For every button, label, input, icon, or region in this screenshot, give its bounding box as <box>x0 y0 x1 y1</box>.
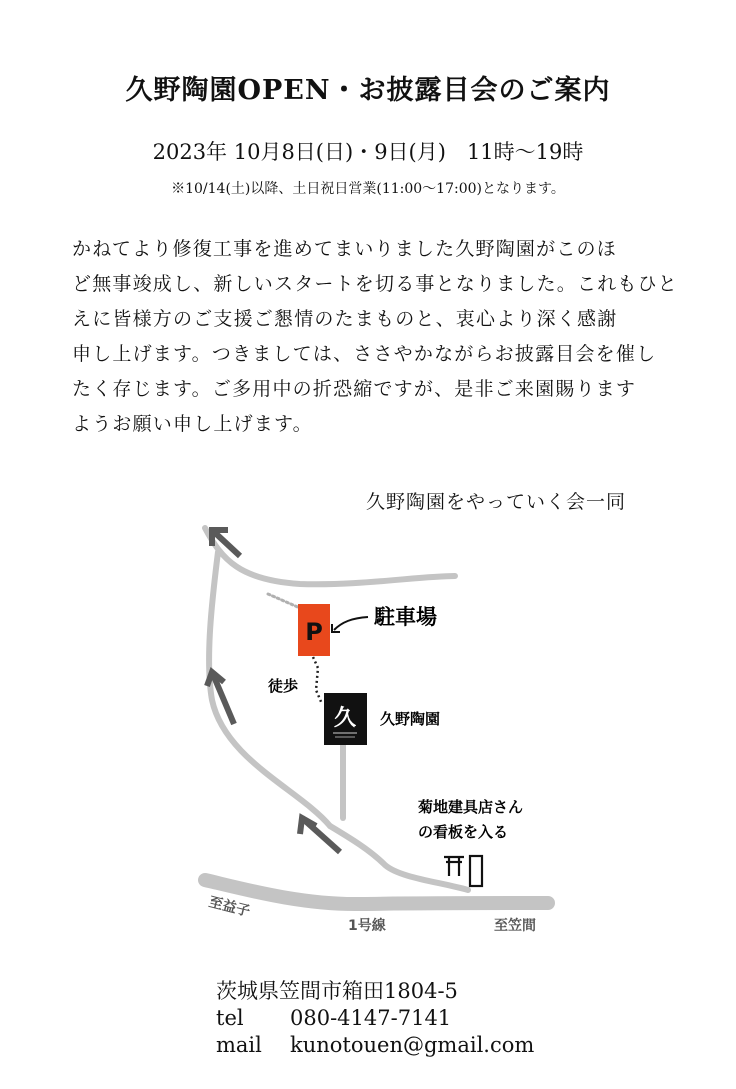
body-line: 申し上げます。つきましては、ささやかながらお披露目会を催し <box>72 343 657 365</box>
route-left-label: 至益子 <box>207 894 252 921</box>
logo-character: 久 <box>333 705 357 731</box>
walking-path <box>313 657 322 704</box>
body-line: えに皆様方のご支援ご懇情のたまものと、衷心より深く感謝 <box>72 308 618 330</box>
parking-path <box>268 594 300 608</box>
route-center-label: 1号線 <box>348 918 386 934</box>
tel-label: tel <box>216 1006 244 1030</box>
main-road <box>205 880 548 904</box>
body-line: たく存じます。ご多用中の折恐縮ですが、是非ご来園賜ります <box>72 378 637 400</box>
walk-label: 徒歩 <box>268 677 299 695</box>
address-location: 茨城県笠間市箱田1804-5 <box>216 979 458 1003</box>
arrow-icon <box>300 818 340 852</box>
mail-label: mail <box>216 1033 262 1057</box>
route-right-label: 至笠間 <box>494 918 536 934</box>
contact-block <box>216 978 534 1059</box>
road-network <box>205 528 548 904</box>
tel-row <box>216 1005 534 1032</box>
label-pointer <box>334 617 368 630</box>
body-line: ようお願い申し上げます。 <box>72 413 313 435</box>
mail-row <box>216 1032 534 1059</box>
mail-address: kunotouen@gmail.com <box>290 1033 535 1057</box>
page-title: 久野陶園OPEN・お披露目会のご案内 <box>125 75 611 106</box>
business-hours-note: ※10/14(土)以降、土日祝日営業(11:00〜17:00)となります。 <box>171 181 565 197</box>
invitation-body <box>72 232 679 442</box>
sign-label-line2: の看板を入る <box>418 823 509 841</box>
kiln-logo-icon <box>324 693 367 745</box>
gate-sign-icon <box>444 856 482 886</box>
parking-label: 駐車場 <box>374 605 437 629</box>
parking-letter: P <box>305 618 323 646</box>
kiln-label: 久野陶園 <box>380 710 441 728</box>
sign-label-line1: 菊地建具店さん <box>418 798 524 816</box>
top-road <box>205 528 455 584</box>
body-line: かねてより修復工事を進めてまいりました久野陶園がこのほ <box>72 238 617 260</box>
parking-icon <box>298 604 330 656</box>
event-date: 2023年 10月8日(日)・9日(月) 11時〜19時 <box>152 140 584 164</box>
access-map <box>0 510 736 950</box>
tel-number: 080-4147-7141 <box>290 1006 452 1030</box>
body-line: ど無事竣成し、新しいスタートを切る事となりました。これもひと <box>72 273 679 295</box>
signature: 久野陶園をやっていく会一同 <box>366 491 627 513</box>
